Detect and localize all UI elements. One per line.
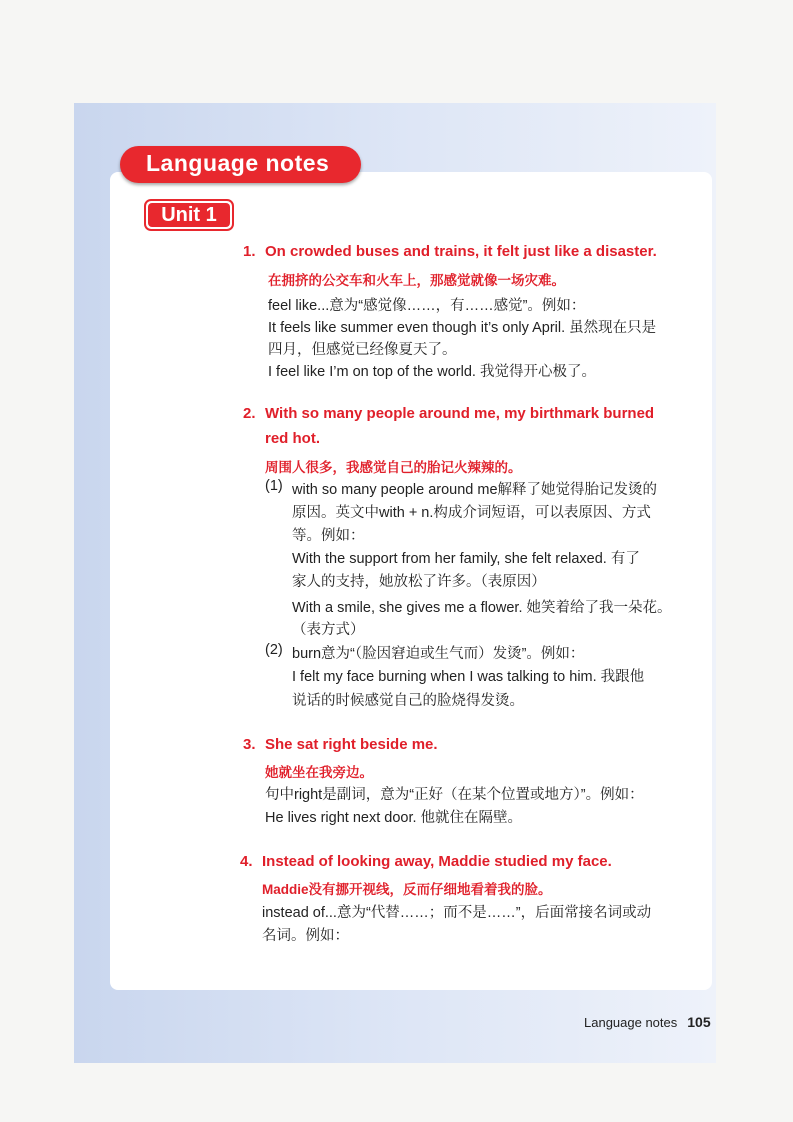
note-2-sub1-line: （表方式） [292,622,365,638]
note-2-sub1-line: 原因。英文中with + n.构成介词短语，可以表原因、方式 [292,505,651,521]
note-2-sub1-line: 家人的支持，她放松了许多。（表原因） [292,574,546,590]
note-2-sub1-line: With the support from her family, she felt relaxed. 有了 [292,551,640,567]
note-2-sub2-line: burn意为“（脸因窘迫或生气而）发烫”。例如： [292,646,585,662]
note-number: 3. [243,736,256,753]
note-2-sub1-marker: (1) [265,478,283,494]
note-title-en: On crowded buses and trains, it felt just like a disaster. [265,243,657,260]
note-3-translation: 她就坐在我旁边。 [265,765,373,780]
unit-label: Unit 1 [148,203,230,227]
note-3-title [243,736,438,753]
note-3-line: He lives right next door. 他就住在隔壁。 [265,810,523,826]
note-3-line: 句中right是副词，意为“正好（在某个位置或地方）”。例如： [265,787,644,803]
page-number: 105 [687,1014,711,1030]
note-title-en: Instead of looking away, Maddie studied my face. [262,853,612,870]
note-2-title [243,405,654,422]
section-title: Language notes [146,150,330,176]
page-footer [584,1014,711,1030]
footer-label: Language notes [584,1015,678,1030]
note-2-title-cont: red hot. [265,430,320,447]
note-2-sub2-line: I felt my face burning when I was talking to him. 我跟他 [292,669,645,685]
note-2-sub1-line: with so many people around me解释了她觉得胎记发烫的 [292,482,658,498]
note-2-sub2-marker: (2) [265,642,283,658]
note-1-translation: 在拥挤的公交车和火车上，那感觉就像一场灾难。 [268,273,565,288]
note-4-line: 名词。例如： [262,928,349,944]
note-2-translation: 周围人很多，我感觉自己的胎记火辣辣的。 [265,460,522,475]
note-title-en: She sat right beside me. [265,736,438,753]
note-4-translation: Maddie没有挪开视线，反而仔细地看着我的脸。 [262,882,552,897]
note-4-line: instead of...意为“代替……；而不是……”，后面常接名词或动 [262,905,652,921]
note-number: 1. [243,243,256,260]
section-title-banner [120,146,361,183]
note-1-line: I feel like I’m on top of the world. 我觉得开心极了。 [268,364,596,380]
note-2-sub2-line: 说话的时候感觉自己的脸烧得发烫。 [292,693,524,709]
note-1-line: It feels like summer even though it’s only April. 虽然现在只是 [268,320,657,336]
note-2-sub1-line: With a smile, she gives me a flower. 她笑着给了我一朵花。 [292,600,672,616]
note-2-sub1-line: 等。例如： [292,528,365,544]
note-title-en: With so many people around me, my birthmark burned [265,405,655,422]
note-number: 4. [240,853,253,870]
note-1-line: feel like...意为“感觉像……，有……感觉”。例如： [268,298,586,314]
note-4-title [240,853,612,870]
unit-badge [144,199,234,231]
note-1-title [243,243,657,260]
note-number: 2. [243,405,256,422]
note-1-line: 四月，但感觉已经像夏天了。 [268,342,457,358]
